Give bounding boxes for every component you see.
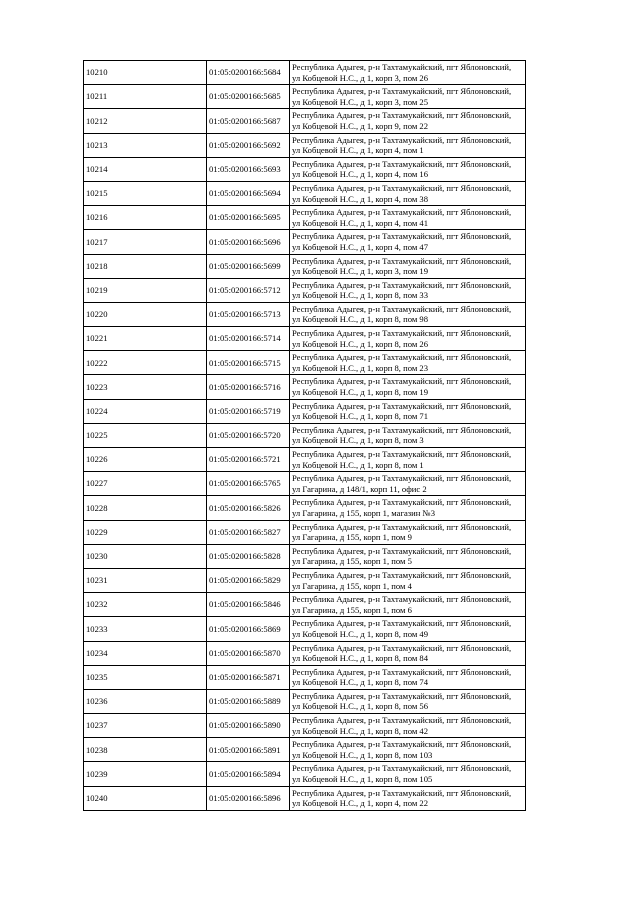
table-row xyxy=(84,544,526,568)
address-line-2: ул Кобцевой Н.С., д 1, корп 8, пом 71 xyxy=(292,411,429,422)
table-row xyxy=(84,423,526,447)
address-cell xyxy=(290,230,526,254)
row-number-cell: 10214 xyxy=(84,157,207,181)
address-line-2: ул Кобцевой Н.С., д 1, корп 8, пом 19 xyxy=(292,387,429,398)
address-line-2: ул Кобцевой Н.С., д 1, корп 8, пом 98 xyxy=(292,314,429,325)
address-line-1: Республика Адыгея, р-н Тахтамукайский, пгт Яблоновский, xyxy=(292,303,512,314)
table-row xyxy=(84,641,526,665)
address-line-2: ул Кобцевой Н.С., д 1, корп 8, пом 1 xyxy=(292,459,424,470)
address-line-2: ул Кобцевой Н.С., д 1, корп 4, пом 16 xyxy=(292,169,429,180)
row-number-cell: 10211 xyxy=(84,85,207,109)
address-line-1: Республика Адыгея, р-н Тахтамукайский, пгт Яблоновский, xyxy=(292,424,512,435)
cadastral-number-cell: 01:05:0200166:5693 xyxy=(207,157,290,181)
row-number-cell: 10210 xyxy=(84,61,207,85)
address-line-1: Республика Адыгея, р-н Тахтамукайский, пгт Яблоновский, xyxy=(292,594,512,605)
address-line-2: ул Кобцевой Н.С., д 1, корп 8, пом 23 xyxy=(292,362,429,373)
address-line-2: ул Гагарина, д 148/1, корп 11, офис 2 xyxy=(292,483,427,494)
table-row xyxy=(84,302,526,326)
address-line-2: ул Кобцевой Н.С., д 1, корп 8, пом 26 xyxy=(292,338,429,349)
address-line-2: ул Кобцевой Н.С., д 1, корп 8, пом 42 xyxy=(292,725,429,736)
table-row xyxy=(84,157,526,181)
address-cell xyxy=(290,496,526,520)
cadastral-number-cell: 01:05:0200166:5869 xyxy=(207,617,290,641)
address-line-1: Республика Адыгея, р-н Тахтамукайский, пгт Яблоновский, xyxy=(292,449,512,459)
row-number-cell: 10226 xyxy=(84,448,207,472)
table-row xyxy=(84,85,526,109)
cadastral-number-cell: 01:05:0200166:5684 xyxy=(207,61,290,85)
address-line-2: ул Кобцевой Н.С., д 1, корп 4, пом 47 xyxy=(292,241,429,252)
address-cell xyxy=(290,302,526,326)
row-number-cell: 10221 xyxy=(84,327,207,351)
cadastral-number-cell: 01:05:0200166:5720 xyxy=(207,423,290,447)
cadastral-number-cell: 01:05:0200166:5714 xyxy=(207,327,290,351)
row-number-cell: 10228 xyxy=(84,496,207,520)
address-cell xyxy=(290,133,526,157)
address-cell xyxy=(290,399,526,423)
cadastral-number-cell: 01:05:0200166:5871 xyxy=(207,665,290,689)
table-row xyxy=(84,399,526,423)
row-number-cell: 10215 xyxy=(84,181,207,205)
table-row xyxy=(84,617,526,641)
row-number-cell: 10232 xyxy=(84,593,207,617)
address-cell xyxy=(290,206,526,230)
cadastral-number-cell: 01:05:0200166:5692 xyxy=(207,133,290,157)
address-line-1: Республика Адыгея, р-н Тахтамукайский, пгт Яблоновский, xyxy=(292,110,512,121)
row-number-cell: 10239 xyxy=(84,762,207,786)
address-line-1: Республика Адыгея, р-н Тахтамукайский, пгт Яблоновский, xyxy=(292,473,512,484)
row-number-cell: 10224 xyxy=(84,399,207,423)
cadastral-number-cell: 01:05:0200166:5687 xyxy=(207,109,290,133)
address-line-2: ул Кобцевой Н.С., д 1, корп 8, пом 49 xyxy=(292,628,429,639)
cadastral-number-cell: 01:05:0200166:5870 xyxy=(207,641,290,665)
address-cell xyxy=(290,641,526,665)
address-line-2: ул Кобцевой Н.С., д 1, корп 8, пом 84 xyxy=(292,653,429,664)
cadastral-number-cell: 01:05:0200166:5896 xyxy=(207,786,290,810)
row-number-cell: 10233 xyxy=(84,617,207,641)
address-line-2: ул Кобцевой Н.С., д 1, корп 9, пом 22 xyxy=(292,120,429,131)
address-line-2: ул Кобцевой Н.С., д 1, корп 8, пом 105 xyxy=(292,774,433,785)
address-line-1: Республика Адыгея, р-н Тахтамукайский, пгт Яблоновский, xyxy=(292,497,512,508)
table-row xyxy=(84,714,526,738)
row-number-cell: 10236 xyxy=(84,689,207,713)
address-cell xyxy=(290,254,526,278)
registry-table-body xyxy=(84,61,526,811)
address-line-1: Республика Адыгея, р-н Тахтамукайский, пгт Яблоновский, xyxy=(292,521,512,532)
cadastral-number-cell: 01:05:0200166:5713 xyxy=(207,302,290,326)
address-line-1: Республика Адыгея, р-н Тахтамукайский, пгт Яблоновский, xyxy=(292,86,512,97)
row-number-cell: 10213 xyxy=(84,133,207,157)
address-line-1: Республика Адыгея, р-н Тахтамукайский, пгт Яблоновский, xyxy=(292,376,512,387)
address-line-2: ул Кобцевой Н.С., д 1, корп 4, пом 1 xyxy=(292,145,424,156)
address-cell xyxy=(290,689,526,713)
cadastral-number-cell: 01:05:0200166:5719 xyxy=(207,399,290,423)
address-cell xyxy=(290,327,526,351)
address-cell xyxy=(290,568,526,592)
address-line-1: Республика Адыгея, р-н Тахтамукайский, пгт Яблоновский, xyxy=(292,400,512,411)
address-line-1: Республика Адыгея, р-н Тахтамукайский, пгт Яблоновский, xyxy=(292,690,512,701)
cadastral-number-cell: 01:05:0200166:5846 xyxy=(207,593,290,617)
address-line-1: Республика Адыгея, р-н Тахтамукайский, пгт Яблоновский, xyxy=(292,787,512,798)
cadastral-number-cell: 01:05:0200166:5695 xyxy=(207,206,290,230)
table-row xyxy=(84,472,526,496)
address-line-2: ул Кобцевой Н.С., д 1, корп 3, пом 26 xyxy=(292,72,429,83)
address-cell xyxy=(290,665,526,689)
table-row xyxy=(84,520,526,544)
row-number-cell: 10237 xyxy=(84,714,207,738)
row-number-cell: 10212 xyxy=(84,109,207,133)
address-line-2: ул Кобцевой Н.С., д 1, корп 4, пом 22 xyxy=(292,798,429,809)
cadastral-number-cell: 01:05:0200166:5826 xyxy=(207,496,290,520)
table-row xyxy=(84,206,526,230)
row-number-cell: 10238 xyxy=(84,738,207,762)
address-cell xyxy=(290,109,526,133)
table-row xyxy=(84,254,526,278)
cadastral-number-cell: 01:05:0200166:5889 xyxy=(207,689,290,713)
row-number-cell: 10234 xyxy=(84,641,207,665)
address-line-1: Республика Адыгея, р-н Тахтамукайский, пгт Яблоновский, xyxy=(292,569,512,580)
address-cell xyxy=(290,85,526,109)
address-cell xyxy=(290,351,526,375)
cadastral-number-cell: 01:05:0200166:5716 xyxy=(207,375,290,399)
cadastral-number-cell: 01:05:0200166:5696 xyxy=(207,230,290,254)
row-number-cell: 10230 xyxy=(84,544,207,568)
cadastral-number-cell: 01:05:0200166:5721 xyxy=(207,448,290,472)
row-number-cell: 10218 xyxy=(84,254,207,278)
address-line-1: Республика Адыгея, р-н Тахтамукайский, пгт Яблоновский, xyxy=(292,255,512,266)
cadastral-number-cell: 01:05:0200166:5894 xyxy=(207,762,290,786)
row-number-cell: 10220 xyxy=(84,302,207,326)
table-row xyxy=(84,593,526,617)
address-cell xyxy=(290,375,526,399)
row-number-cell: 10235 xyxy=(84,665,207,689)
address-line-1: Республика Адыгея, р-н Тахтамукайский, пгт Яблоновский, xyxy=(292,739,512,750)
address-cell xyxy=(290,61,526,85)
address-line-2: ул Кобцевой Н.С., д 1, корп 8, пом 103 xyxy=(292,749,433,760)
table-row xyxy=(84,181,526,205)
address-line-2: ул Кобцевой Н.С., д 1, корп 4, пом 41 xyxy=(292,217,429,228)
address-cell xyxy=(290,448,526,472)
row-number-cell: 10216 xyxy=(84,206,207,230)
address-cell xyxy=(290,714,526,738)
address-cell xyxy=(290,423,526,447)
address-line-1: Республика Адыгея, р-н Тахтамукайский, пгт Яблоновский, xyxy=(292,618,512,629)
address-cell xyxy=(290,786,526,810)
table-row xyxy=(84,230,526,254)
address-line-1: Республика Адыгея, р-н Тахтамукайский, пгт Яблоновский, xyxy=(292,642,512,653)
cadastral-number-cell: 01:05:0200166:5685 xyxy=(207,85,290,109)
address-cell xyxy=(290,472,526,496)
address-line-2: ул Гагарина, д 155, корп 1, пом 6 xyxy=(292,604,412,615)
row-number-cell: 10231 xyxy=(84,568,207,592)
address-line-1: Республика Адыгея, р-н Тахтамукайский, пгт Яблоновский, xyxy=(292,231,512,242)
cadastral-number-cell: 01:05:0200166:5712 xyxy=(207,278,290,302)
row-number-cell: 10222 xyxy=(84,351,207,375)
address-line-2: ул Кобцевой Н.С., д 1, корп 3, пом 25 xyxy=(292,96,429,107)
table-row xyxy=(84,133,526,157)
address-cell xyxy=(290,278,526,302)
row-number-cell: 10219 xyxy=(84,278,207,302)
row-number-cell: 10240 xyxy=(84,786,207,810)
table-row xyxy=(84,351,526,375)
table-row xyxy=(84,109,526,133)
address-cell xyxy=(290,617,526,641)
address-line-1: Республика Адыгея, р-н Тахтамукайский, пгт Яблоновский, xyxy=(292,158,512,169)
address-line-1: Республика Адыгея, р-н Тахтамукайский, пгт Яблоновский, xyxy=(292,352,512,363)
table-row xyxy=(84,496,526,520)
table-row xyxy=(84,327,526,351)
address-line-1: Республика Адыгея, р-н Тахтамукайский, пгт Яблоновский, xyxy=(292,182,512,193)
row-number-cell: 10217 xyxy=(84,230,207,254)
table-row xyxy=(84,762,526,786)
cadastral-number-cell: 01:05:0200166:5891 xyxy=(207,738,290,762)
address-cell xyxy=(290,520,526,544)
address-line-1: Республика Адыгея, р-н Тахтамукайский, пгт Яблоновский, xyxy=(292,715,512,726)
table-row xyxy=(84,689,526,713)
row-number-cell: 10229 xyxy=(84,520,207,544)
property-registry-table xyxy=(83,60,526,811)
cadastral-number-cell: 01:05:0200166:5694 xyxy=(207,181,290,205)
table-row xyxy=(84,786,526,810)
address-cell xyxy=(290,157,526,181)
address-line-1: Республика Адыгея, р-н Тахтамукайский, пгт Яблоновский, xyxy=(292,62,512,72)
address-line-2: ул Гагарина, д 155, корп 1, пом 4 xyxy=(292,580,412,591)
address-cell xyxy=(290,181,526,205)
address-line-2: ул Гагарина, д 155, корп 1, магазин №3 xyxy=(292,507,436,518)
address-cell xyxy=(290,544,526,568)
address-line-2: ул Кобцевой Н.С., д 1, корп 8, пом 56 xyxy=(292,701,429,712)
address-line-2: ул Гагарина, д 155, корп 1, пом 9 xyxy=(292,532,412,543)
table-row xyxy=(84,278,526,302)
address-line-1: Республика Адыгея, р-н Тахтамукайский, пгт Яблоновский, xyxy=(292,279,512,290)
address-line-2: ул Кобцевой Н.С., д 1, корп 3, пом 19 xyxy=(292,266,429,277)
address-line-2: ул Гагарина, д 155, корп 1, пом 5 xyxy=(292,556,412,567)
cadastral-number-cell: 01:05:0200166:5699 xyxy=(207,254,290,278)
row-number-cell: 10223 xyxy=(84,375,207,399)
address-line-1: Республика Адыгея, р-н Тахтамукайский, пгт Яблоновский, xyxy=(292,328,512,339)
table-row xyxy=(84,568,526,592)
address-cell xyxy=(290,762,526,786)
cadastral-number-cell: 01:05:0200166:5828 xyxy=(207,544,290,568)
cadastral-number-cell: 01:05:0200166:5765 xyxy=(207,472,290,496)
address-line-2: ул Кобцевой Н.С., д 1, корп 8, пом 33 xyxy=(292,290,429,301)
address-line-1: Республика Адыгея, р-н Тахтамукайский, пгт Яблоновский, xyxy=(292,666,512,677)
row-number-cell: 10227 xyxy=(84,472,207,496)
cadastral-number-cell: 01:05:0200166:5829 xyxy=(207,568,290,592)
address-line-1: Республика Адыгея, р-н Тахтамукайский, пгт Яблоновский, xyxy=(292,545,512,556)
cadastral-number-cell: 01:05:0200166:5890 xyxy=(207,714,290,738)
address-cell xyxy=(290,738,526,762)
row-number-cell: 10225 xyxy=(84,423,207,447)
cadastral-number-cell: 01:05:0200166:5827 xyxy=(207,520,290,544)
address-line-2: ул Кобцевой Н.С., д 1, корп 8, пом 3 xyxy=(292,435,424,446)
table-row xyxy=(84,738,526,762)
table-row xyxy=(84,665,526,689)
address-line-1: Республика Адыгея, р-н Тахтамукайский, пгт Яблоновский, xyxy=(292,763,512,774)
table-row xyxy=(84,448,526,472)
address-line-1: Республика Адыгея, р-н Тахтамукайский, пгт Яблоновский, xyxy=(292,134,512,145)
address-cell xyxy=(290,593,526,617)
table-row xyxy=(84,61,526,85)
table-row xyxy=(84,375,526,399)
address-line-2: ул Кобцевой Н.С., д 1, корп 4, пом 38 xyxy=(292,193,429,204)
address-line-1: Республика Адыгея, р-н Тахтамукайский, пгт Яблоновский, xyxy=(292,207,512,218)
address-line-2: ул Кобцевой Н.С., д 1, корп 8, пом 74 xyxy=(292,677,429,688)
cadastral-number-cell: 01:05:0200166:5715 xyxy=(207,351,290,375)
